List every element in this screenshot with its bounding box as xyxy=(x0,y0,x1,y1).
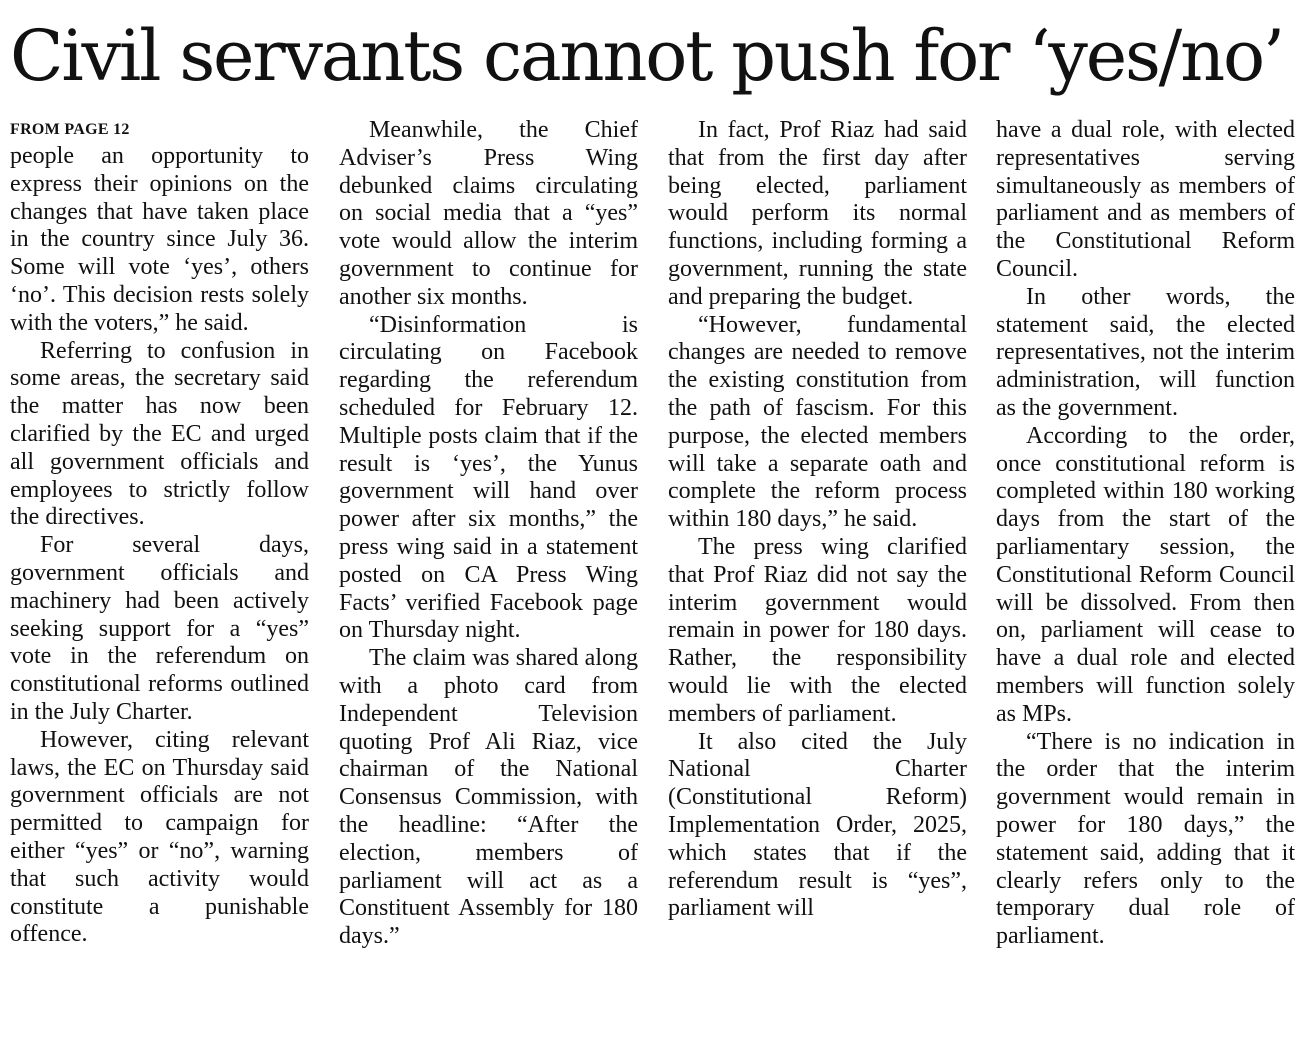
paragraph: Referring to confusion in some areas, the secretary said the matter has now been clarified by the EC and urged all government officials and employees to strictly follow the directives. xyxy=(10,337,309,531)
article-column-2 xyxy=(339,117,638,951)
paragraph: In other words, the statement said, the elected representatives, not the interim administration, will function as the government. xyxy=(996,283,1295,421)
paragraph: people an opportunity to express their opinions on the changes that have taken place in the country since July 36. Some will vote ‘yes’, others ‘no’. This decision rests solely with the voters,” he said. xyxy=(10,143,309,336)
article-column-4 xyxy=(996,117,1295,951)
paragraph: The press wing clarified that Prof Riaz did not say the interim government would remain in power for 180 days. Rather, the responsibility would lie with the elected members of parliament. xyxy=(668,533,967,727)
paragraph: “However, fundamental changes are needed to remove the existing constitution from the path of fascism. For this purpose, the elected members will take a separate oath and complete the reform process within 180 days,” he said. xyxy=(668,311,967,533)
paragraph: “Disinformation is circulating on Facebook regarding the referendum scheduled for February 12. Multiple posts claim that if the result is ‘yes’, the Yunus government will hand over power after six months,” the press wing said in a statement posted on CA Press Wing Facts’ verified Facebook page on Thursday night. xyxy=(339,311,638,644)
paragraph: However, citing relevant laws, the EC on Thursday said government officials are not permitted to campaign for either “yes” or “no”, warning that such activity would constitute a punishable offence. xyxy=(10,726,309,948)
paragraph: According to the order, once constitutional reform is completed within 180 working days from the start of the parliamentary session, the Constitutional Reform Council will be dissolved. From then on, parliament will cease to have a dual role and elected members will function solely as MPs. xyxy=(996,422,1295,727)
paragraph: For several days, government officials and machinery had been actively seeking support for a “yes” vote in the referendum on constitutional reforms outlined in the July Charter. xyxy=(10,532,309,725)
paragraph: In fact, Prof Riaz had said that from the first day after being elected, parliament would perform its normal functions, including forming a government, running the state and preparing the budget. xyxy=(668,117,967,310)
paragraph: It also cited the July National Charter (Constitutional Reform) Implementation Order, 2025, which states that if the referendum result is “yes”, parliament will xyxy=(668,728,967,922)
paragraph: have a dual role, with elected representatives serving simultaneously as members of parliament and as members of the Constitutional Reform Council. xyxy=(996,117,1295,282)
paragraph: Meanwhile, the Chief Adviser’s Press Wing debunked claims circulating on social media that a “yes” vote would allow the interim government to continue for another six months. xyxy=(339,117,638,310)
paragraph: The claim was shared along with a photo card from Independent Television quoting Prof Ali Riaz, vice chairman of the National Consensus Commission, with the headline: “After the election, members of parliament will act as a Constituent Assembly for 180 days.” xyxy=(339,645,638,950)
from-page-kicker: FROM PAGE 12 xyxy=(10,121,130,138)
article-column-3 xyxy=(668,117,967,923)
headline: Civil servants cannot push for ‘yes/no’ xyxy=(10,15,1283,97)
article-column-1 xyxy=(10,117,309,949)
paragraph: “There is no indication in the order that the interim government would remain in power for 180 days,” the statement said, adding that it clearly refers only to the temporary dual role of parliament. xyxy=(996,728,1295,950)
